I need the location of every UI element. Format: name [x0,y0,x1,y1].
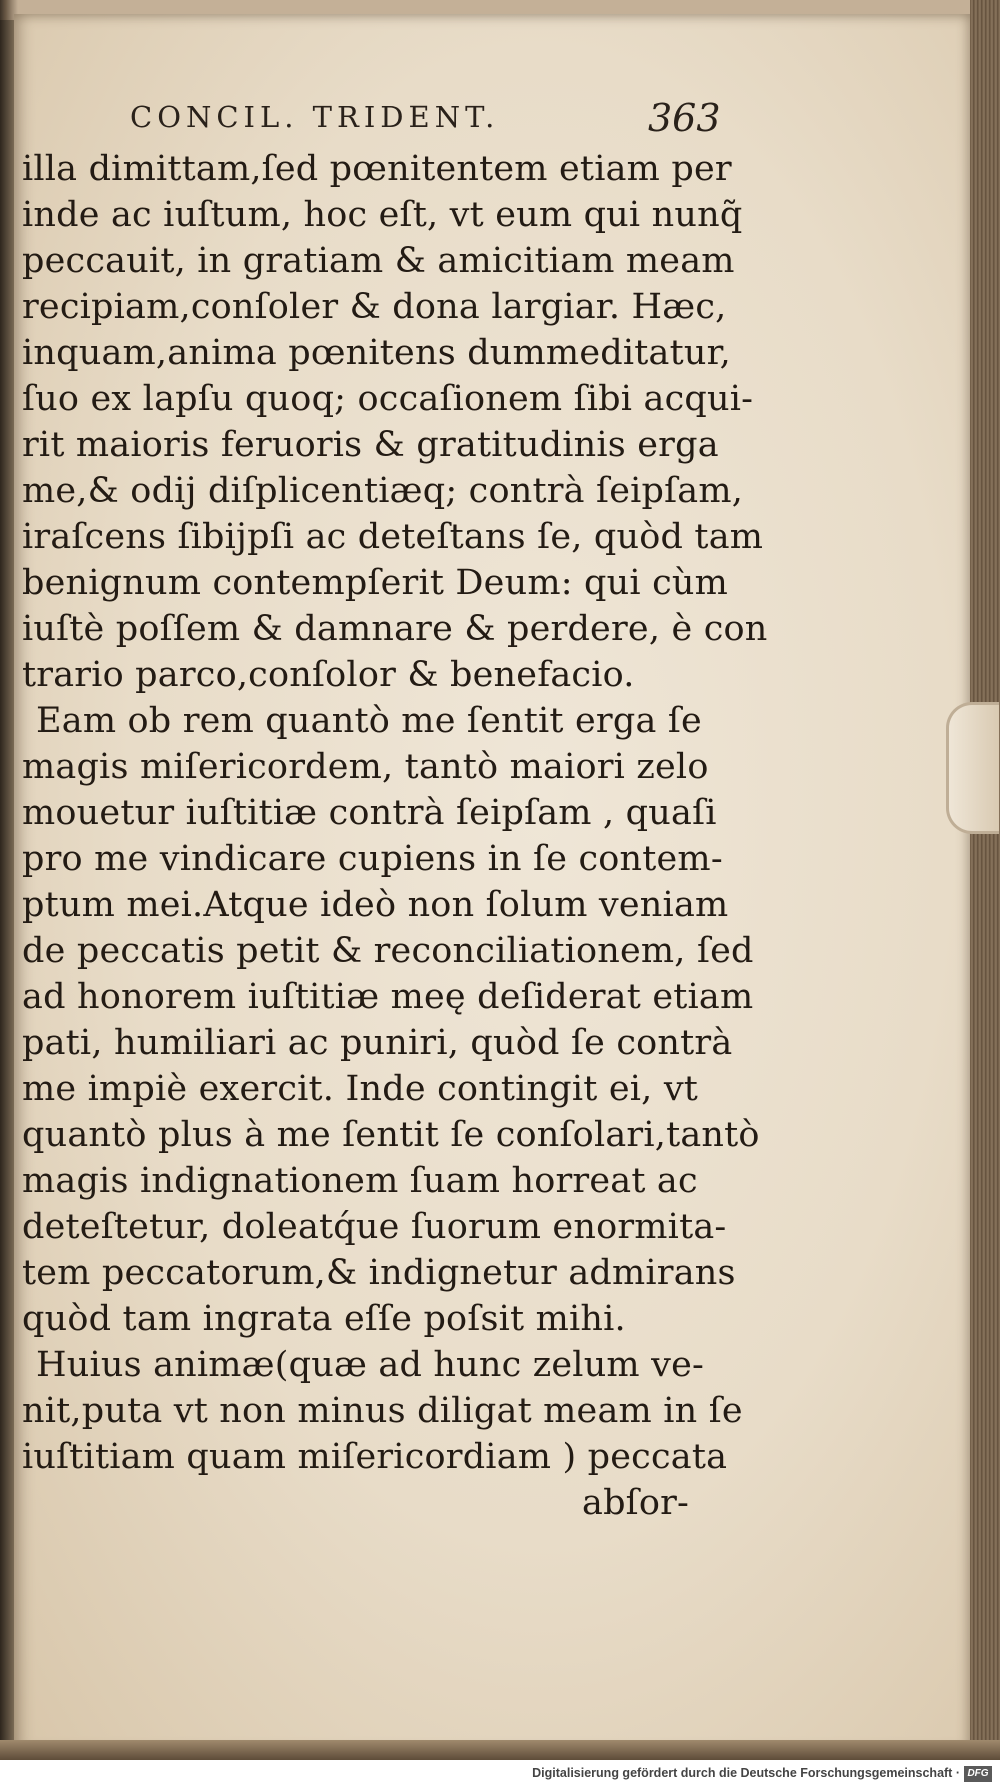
dfg-logo: DFG [964,1766,992,1782]
text-line: tem peccatorum,& indignetur admirans [22,1253,736,1293]
text-line: Huius animæ(quæ ad hunc zelum ve- [36,1345,705,1385]
text-line: inquam,anima pœnitens dummeditatur, [22,333,731,373]
page-clip [946,702,999,834]
text-line: peccauit, in gratiam & amicitiam meam [22,241,735,281]
text-line: rit maioris feruoris & gratitudinis erga [22,425,719,465]
digitization-footer [0,1760,1000,1789]
text-line: Eam ob rem quantò me ſentit erga ſe [36,701,702,741]
text-line: pati, humiliari ac puniri, quòd ſe contrà [22,1023,733,1063]
text-line: magis miſericordem, tantò maiori zelo [22,747,709,787]
text-line: me impiè exercit. Inde contingit ei, vt [22,1069,699,1109]
text-line: illa dimittam,ſed pœnitentem etiam per [22,149,732,189]
text-line: de peccatis petit & reconciliationem, ſed [22,931,754,971]
text-line: nit,puta vt non minus diligat meam in ſe [22,1391,743,1431]
text-line: magis indignationem ſuam horreat ac [22,1161,698,1201]
text-line: deteſtetur, doleatq́ue ſuorum enormita- [22,1207,727,1247]
text-line: recipiam,conſoler & dona largiar. Hæc, [22,287,727,327]
text-line: me,& odij diſplicentiæq; contrà ſeipſam, [22,471,744,511]
text-line: quòd tam ingrata eſſe poſsit mihi. [22,1299,626,1339]
text-line: iraſcens ſibijpſi ac deteſtans ſe, quòd tam [22,517,764,557]
text-line: ptum mei.Atque ideò non ſolum veniam [22,885,729,925]
page-number: 363 [648,96,721,140]
text-line: ſuo ex lapſu quoq; occaſionem ſibi acqui- [22,379,754,419]
text-line: inde ac iuſtum, hoc eſt, vt eum qui nunq̃ [22,195,743,235]
text-line: quantò plus à me ſentit ſe conſolari,tantò [22,1115,760,1155]
running-title: CONCIL. TRIDENT. [130,100,500,134]
text-line: iuſtitiam quam miſericordiam ) peccata [22,1437,728,1477]
text-line: mouetur iuſtitiæ contrà ſeipſam , quaſi [22,793,717,833]
catchword: abſor- [582,1483,690,1523]
text-line: trario parco,conſolor & benefacio. [22,655,635,695]
text-line: pro me vindicare cupiens in ſe contem- [22,839,723,879]
text-line: iuſtè poſſem & damnare & perdere, è con [22,609,768,649]
footer-credit: Digitalisierung gefördert durch die Deutsche Forschungsgemeinschaft · [532,1766,960,1780]
page-bottom-edge [0,1740,1000,1760]
text-line: benignum contempſerit Deum: qui cùm [22,563,729,603]
text-line: ad honorem iuſtitiæ meę deſiderat etiam [22,977,754,1017]
previous-page-edge [0,20,14,1750]
